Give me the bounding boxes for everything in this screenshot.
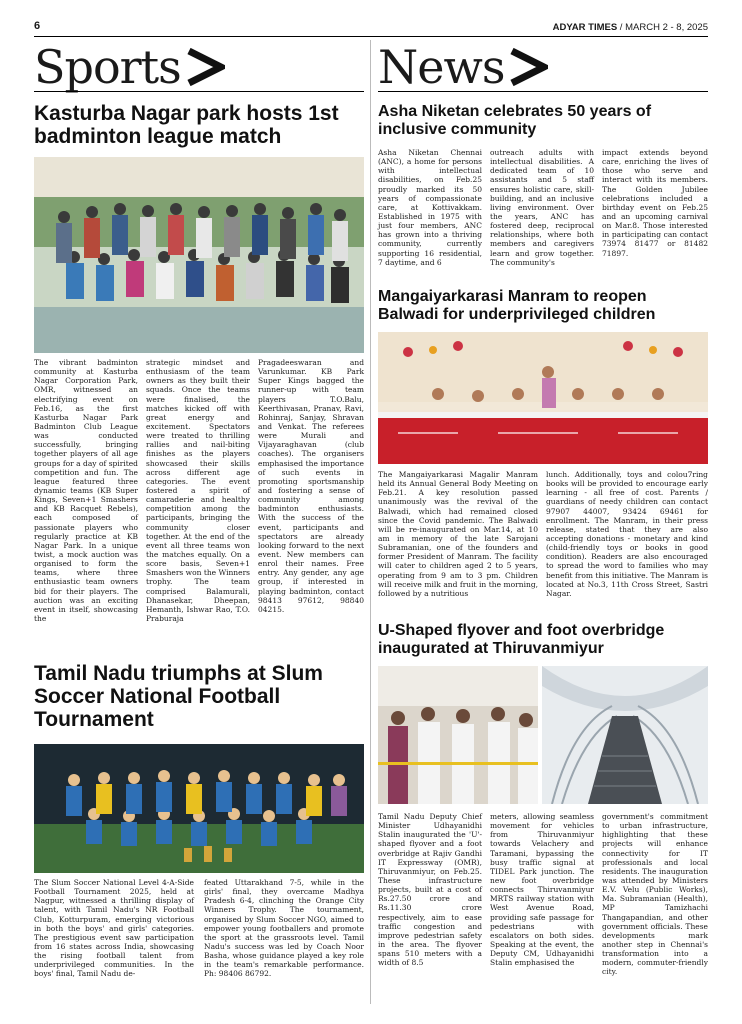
- soccer-team-photo: [34, 744, 364, 873]
- asha-text-col2: outreach adults with intellectual disabilities. A dedicated team of 10 assistants and 5 staff ensures holistic care, skill-building, and an inclusive living environment. Over the years, ANC has fostered deep, reciprocal relationships, where both members and caregivers learn and grow together. The community's: [490, 148, 594, 267]
- flyover-text-col2: meters, allowing seamless movement for vehicles from Thiruvanmiyur towards Velachery and Taramani, bypassing the busy traffic signal at TIDEL Park junction. The new foot overbridge connects Thiruvanmiyur MRTS railway station with West Avenue Road, providing safe passage for pedestrians with escalators on both sides. Speaking at the event, the Deputy CM, Udhayanidhi Stalin emphasised the: [490, 812, 594, 968]
- flyover-text-col1: Tamil Nadu Deputy Chief Minister Udhayanidhi Stalin inaugurated the 'U'-shaped flyover and a foot overbridge at Rajiv Gandhi IT Expressway (OMR), Thiruvanmiyur, on Feb.25. These infrastructure projects, built at a cost of Rs.27.50 crore and Rs.11.30 crore respectively, aim to ease traffic congestion and improve pedestrian safety in the area. The flyover spans 510 meters with a width of 8.5: [378, 812, 482, 968]
- soccer-text-col2: feated Uttarakhand 7-5, while in the girls' final, they overcame Madhya Pradesh 6-4, clinching the Orange City Winners Trophy. The tournament, organised by Slum Soccer NGO, aimed to empower young footballers and promote the sport at the grassroots level. Tamil Nadu's success was led by Coach Noor Basha, whose guidance played a key role in the team's remarkable performance. Ph: 98406 86792.: [204, 878, 364, 979]
- soccer-headline: Tamil Nadu triumphs at Slum Soccer National Football Tournament: [34, 662, 323, 732]
- page-number: 6: [34, 20, 41, 32]
- publication-name: ADYAR TIMES: [552, 22, 618, 33]
- asha-text-col1: Asha Niketan Chennai (ANC), a home for persons with intellectual disabilities, on Feb.25 proudly marked its 50 years of compassionate care, at Kottivakkam. Established in 1975 with just four members, ANC has grown into a thriving community, currently supporting 16 residential, 7 daytime, and 6: [378, 148, 482, 267]
- asha-text-col3: impact extends beyond care, enriching the lives of those who serve and interact with its members. The Golden Jubilee celebrations included a birthday event on Feb.25 and an upcoming carnival on Mar.8. Those interested in participating can contact 73974 81477 or 81482 71897.: [602, 148, 708, 258]
- section-rule: [378, 91, 708, 92]
- foot-overbridge-photo: [542, 666, 708, 804]
- manram-text-col2: lunch. Additionally, toys and colou7ring books will be provided to encourage early learning - all free of cost. Parents / guardians of needy children can contact 97907 44007, 93424 69461 for enrollment. The Manram, in their press release, stated that they are also accepting donations - monetary and kind (child-friendly toys or books in good condition). Readers are also encouraged to spread the word to families who may benefit from this initiative. The Manram is located at No.3, 11th Cross Street, Sastri Nagar.: [546, 470, 708, 598]
- top-rule: [34, 36, 708, 37]
- badminton-text-col2: strategic mindset and enthusiasm of the team owners as they built their squads. Once the teams were finalised, the matches kicked off with great energy and excitement. Spectators were treated to thrilling rallies and nail-biting finishes as the players showcased their skills across different age categories. The event fostered a spirit of camaraderie and healthy competition among the participants, bringing the community closer together. At the end of the event all three teams won the matches equally. On a score basis, Seven+1 Smashers won the Winners trophy. The team comprised Balamurali, Dhanasekar, Dheepan, Hemanth, Ishwar Rao, T.O. Praburaja: [146, 358, 250, 623]
- section-title: News: [378, 40, 505, 94]
- column-divider: [370, 40, 371, 1004]
- manram-headline: Mangaiyarkarasi Manram to reopen Balwadi for underprivileged children: [378, 288, 656, 323]
- manram-meeting-photo: [378, 332, 708, 464]
- badminton-team-photo: [34, 157, 364, 353]
- asha-headline: Asha Niketan celebrates 50 years of inclusive community: [378, 103, 652, 138]
- inauguration-photo: [378, 666, 538, 804]
- badminton-text-col3: Pragadeeswaran and Varunkumar. KB Park Super Kings bagged the runner-up with team players T.O.Balu, Keerthivasan, Pranav, Ravi, Rohinraj, Sanjay, Shravan and Venkat. The referees were Murali and Vijayaraghavan (club coaches). The organisers emphasised the importance of such events in promoting sportsmanship and fostering a sense of community among badminton enthusiasts. With the success of the event, participants and spectators are already looking forward to the next event. New members can enrol their names. Free entry. Any gender, any age group, if interested in playing badminton, contact 98413 97612, 98840 04215.: [258, 358, 364, 614]
- badminton-text-col1: The vibrant badminton community at Kasturba Nagar Corporation Park, OMR, witnessed an electrifying event on Feb.16, as the first Kasturba Nagar Park Badminton Club League was conducted successfully, bringing together players of all age groups for a day of spirited competition and fun. The league featured three dynamic teams (KB Super Kings, Seven+1 Smashers and KB Racquet Rebels), each composed of passionate players who regularly practice at KB Nagar Park. In a unique twist, a mock auction was organised to form the teams, where three enthusiastic team owners bid for their players. The auction was an exciting event in itself, showcasing the: [34, 358, 138, 623]
- manram-text-col1: The Mangaiyarkarasi Magalir Manram held its Annual General Body Meeting on Feb.21. A key resolution passed unanimously was the revival of the Balwadi, which had remained closed since the Covid pandemic. The Balwadi will be re-inaugurated on Mar.14, at 10 am in memory of the late Sarojani Subramanian, one of the founders and former President of Manram. The facility will cater to children aged 2 to 5 years, operating from 9 am to 3 pm. Children will receive milk and fruit in the morning, followed by a nutritious: [378, 470, 538, 598]
- section-title: Sports: [34, 40, 181, 94]
- flyover-headline: U-Shaped flyover and foot overbridge inaugurated at Thiruvanmiyur: [378, 622, 665, 657]
- chevron-right-icon: [185, 47, 225, 87]
- badminton-headline: Kasturba Nagar park hosts 1st badminton league match: [34, 102, 339, 149]
- issue-date: MARCH 2 - 8, 2025: [625, 22, 708, 33]
- soccer-text-col1: The Slum Soccer National Level 4-A-Side Football Tournament 2025, held at Nagpur, witnessed a thrilling display of talent, with Tamil Nadu's NR Football Club, Kotturpuram, emerging victorious in both the boys' and girls' categories. The prestigious event saw participation from 16 states across India, showcasing the rising football talent from underprivileged communities. In the boys' final, Tamil Nadu de-: [34, 878, 194, 979]
- section-rule: [34, 91, 364, 92]
- flyover-text-col3: government's commitment to urban infrastructure, highlighting that these projects will enhance connectivity for IT professionals and local residents. The inauguration was attended by Ministers E.V. Velu (Public Works), Ma. Subramanian (Health), MP Tamizhachi Thangapandian, and other government officials. These developments mark another step in Chennai's transformation into a modern, commuter-friendly city.: [602, 812, 708, 977]
- section-header-news: [378, 40, 548, 94]
- chevron-right-icon: [508, 47, 548, 87]
- masthead: ADYAR TIMES / MARCH 2 - 8, 2025: [552, 22, 708, 33]
- section-header-sports: [34, 40, 225, 94]
